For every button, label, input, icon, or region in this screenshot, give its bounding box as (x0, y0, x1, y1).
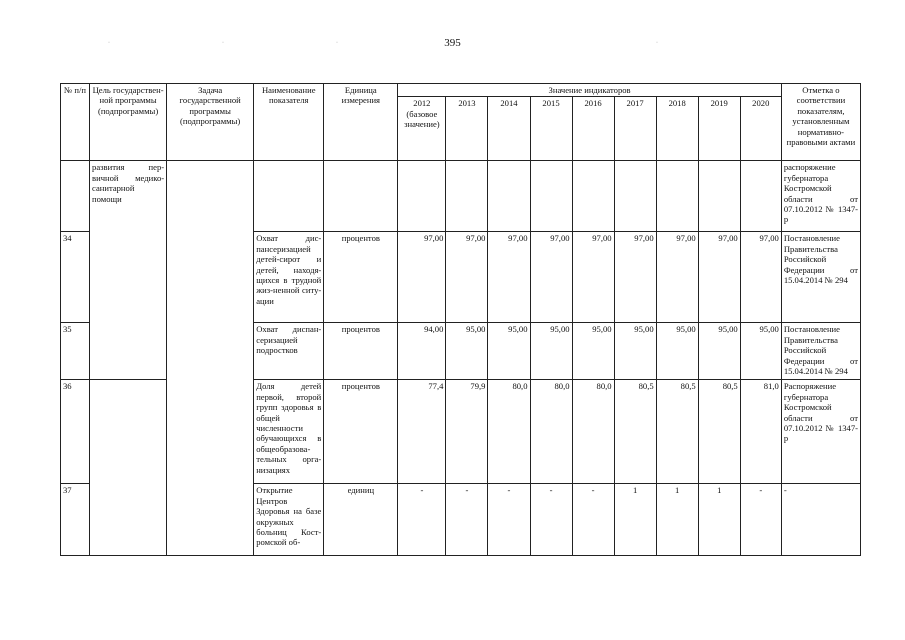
row-value: - (572, 484, 614, 556)
row-value (740, 161, 781, 232)
row-value: 1 (656, 484, 698, 556)
row-value: 95,00 (488, 323, 530, 380)
table-row (61, 232, 861, 323)
row-value: 97,00 (740, 232, 781, 323)
scan-speck: · (336, 40, 338, 46)
header-year: 2020 (740, 97, 781, 161)
row-note: Постановление Правительства Российской Федерации от 15.04.2014 № 294 (781, 232, 860, 323)
table-row (61, 484, 861, 556)
row-indicator: Доля детей первой, второй групп здоровья в общей численности обучающихся в общеобразова-тельных орга-низациях (254, 380, 324, 484)
header-year: 2016 (572, 97, 614, 161)
row-goal (90, 232, 167, 323)
header-num: № п/п (61, 84, 90, 161)
header-year: 2017 (614, 97, 656, 161)
header-unit: Единица измерения (324, 84, 398, 161)
row-unit: единиц (324, 484, 398, 556)
row-value: 81,0 (740, 380, 781, 484)
row-value: 97,00 (572, 232, 614, 323)
row-num: 36 (61, 380, 90, 484)
row-value: 95,00 (698, 323, 740, 380)
row-value: - (488, 484, 530, 556)
row-unit: процентов (324, 323, 398, 380)
header-year: 2019 (698, 97, 740, 161)
row-unit (324, 161, 398, 232)
row-value: 97,00 (488, 232, 530, 323)
row-value: 97,00 (614, 232, 656, 323)
row-value: 94,00 (398, 323, 446, 380)
row-note: распоряжение губернатора Костромской области от 07.10.2012 № 1347-р (781, 161, 860, 232)
header-values-group: Значение индикаторов (398, 84, 781, 97)
row-goal (90, 484, 167, 556)
row-value: 95,00 (656, 323, 698, 380)
row-value: 95,00 (530, 323, 572, 380)
header-note: Отметка о соответствии показателям, установленным нормативно-правовыми актами (781, 84, 860, 161)
row-value: 80,5 (614, 380, 656, 484)
row-value (488, 161, 530, 232)
row-goal (90, 380, 167, 484)
row-value: - (530, 484, 572, 556)
row-value (698, 161, 740, 232)
header-task: Задача государственной программы (подпрограммы) (167, 84, 254, 161)
row-task (167, 161, 254, 232)
header-goal: Цель государствен-ной программы (подпрограммы) (90, 84, 167, 161)
header-indicator: Наименование показателя (254, 84, 324, 161)
row-num: 35 (61, 323, 90, 380)
table-row (61, 323, 861, 380)
row-value: 80,5 (698, 380, 740, 484)
row-value (530, 161, 572, 232)
row-value: 97,00 (530, 232, 572, 323)
header-year: 2012 (базовое значение) (398, 97, 446, 161)
row-num: 37 (61, 484, 90, 556)
row-value: 77,4 (398, 380, 446, 484)
row-value (656, 161, 698, 232)
row-value: 1 (614, 484, 656, 556)
row-value: 1 (698, 484, 740, 556)
page-number: 395 (444, 37, 461, 49)
row-note: Распоряжение губернатора Костромской области от 07.10.2012 № 1347-р (781, 380, 860, 484)
row-value: 95,00 (446, 323, 488, 380)
header-year: 2013 (446, 97, 488, 161)
row-goal (90, 323, 167, 380)
row-note: Постановление Правительства Российской Федерации от 15.04.2014 № 294 (781, 323, 860, 380)
table-row (61, 161, 861, 232)
row-value: - (398, 484, 446, 556)
header-year: 2018 (656, 97, 698, 161)
row-value: 97,00 (698, 232, 740, 323)
row-num (61, 161, 90, 232)
row-unit: процентов (324, 232, 398, 323)
row-indicator: Охват дис-пансеризацией детей-сирот и детей, находя-щихся в трудной жиз-ненной ситу-ации (254, 232, 324, 323)
row-value: 79,9 (446, 380, 488, 484)
row-value: 80,0 (530, 380, 572, 484)
row-note: - (781, 484, 860, 556)
row-value: 80,0 (572, 380, 614, 484)
scan-speck: · (222, 40, 224, 46)
row-indicator (254, 161, 324, 232)
row-value: 97,00 (446, 232, 488, 323)
row-value (446, 161, 488, 232)
row-value: 97,00 (398, 232, 446, 323)
row-value: 95,00 (614, 323, 656, 380)
row-task (167, 380, 254, 484)
header-year: 2014 (488, 97, 530, 161)
row-value: 95,00 (572, 323, 614, 380)
row-num: 34 (61, 232, 90, 323)
row-indicator: Открытие Центров Здоровья на базе окружных больниц Кост-ромской об- (254, 484, 324, 556)
row-task (167, 323, 254, 380)
indicators-table (60, 83, 861, 556)
row-indicator: Охват диспан-серизацией подростков (254, 323, 324, 380)
row-value: 97,00 (656, 232, 698, 323)
row-task (167, 232, 254, 323)
row-unit: процентов (324, 380, 398, 484)
row-value: - (740, 484, 781, 556)
row-value: - (446, 484, 488, 556)
row-value: 80,5 (656, 380, 698, 484)
scan-speck: · (108, 40, 110, 46)
row-task (167, 484, 254, 556)
row-value (572, 161, 614, 232)
scan-speck: · (656, 40, 658, 46)
row-value: 80,0 (488, 380, 530, 484)
header-year: 2015 (530, 97, 572, 161)
row-value: 95,00 (740, 323, 781, 380)
row-value (398, 161, 446, 232)
table-row (61, 380, 861, 484)
row-value (614, 161, 656, 232)
row-goal: развития пер-вичной медико-санитарной помощи (90, 161, 167, 232)
